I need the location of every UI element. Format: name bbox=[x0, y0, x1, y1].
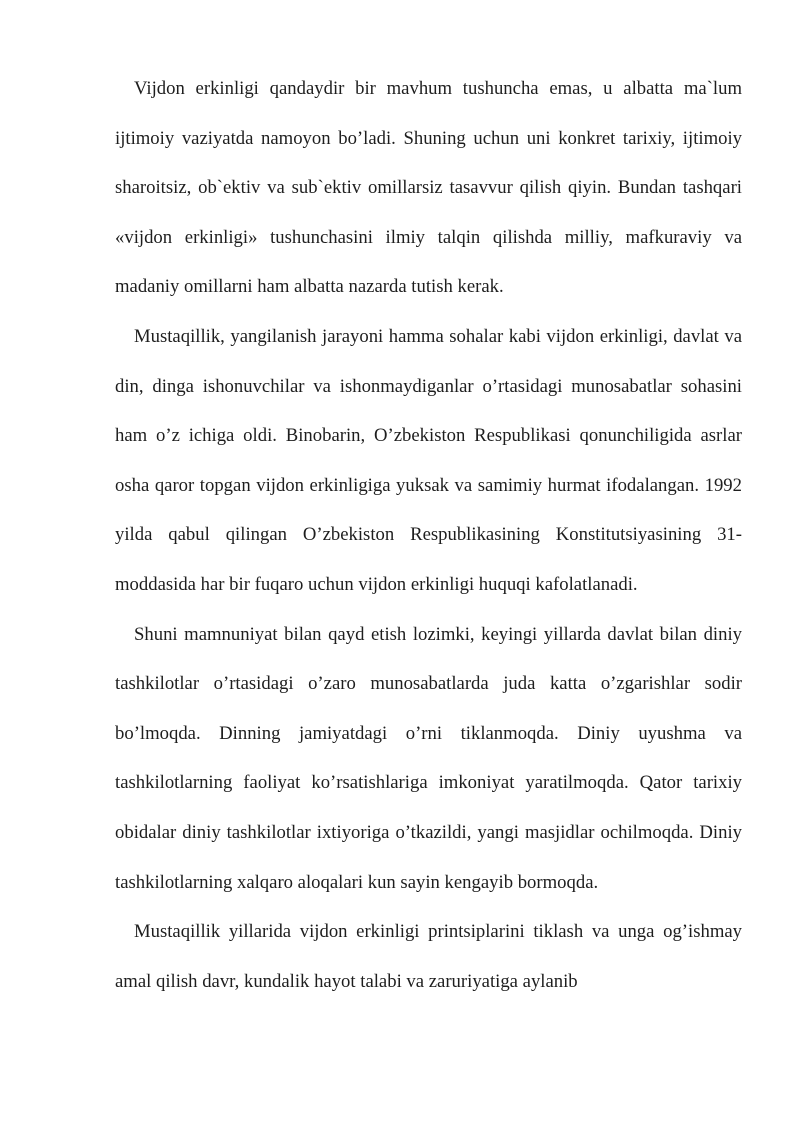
document-page bbox=[115, 64, 742, 1006]
paragraph-mustaqillik-yillarida: Mustaqillik yillarida vijdon erkinligi printsiplarini tiklash va unga og’ishmay amal qilish davr, kundalik hayot talabi va zaruriyatiga aylanib bbox=[115, 921, 742, 992]
paragraph-davlat-diniy-tashkilotlar: Shuni mamnuniyat bilan qayd etish lozimki, keyingi yillarda davlat bilan diniy tashkilotlar o’rtasidagi o’zaro munosabatlarda juda katta o’zgarishlar sodir bo’lmoqda. Dinning jamiyatdagi o’rni tiklanmoqda. Diniy uyushma va tashkilotlarning faoliyat ko’rsatishlariga imkoniyat yaratilmoqda. Qator tarixiy obidalar diniy tashkilotlar ixtiyoriga o’tkazildi, yangi masjidlar ochilmoqda. Diniy tashkilotlarning xalqaro aloqalari kun sayin kengayib bormoqda. bbox=[115, 623, 742, 893]
paragraph-mustaqillik-yangilanish: Mustaqillik, yangilanish jarayoni hamma sohalar kabi vijdon erkinligi, davlat va din, dinga ishonuvchilar va ishonmaydiganlar o’rtasidagi munosabatlar sohasini ham o’z ichiga oldi. Binobarin, O’zbekiston Respublikasi qonunchiligida asrlar osha qaror topgan vijdon erkinligiga yuksak va samimiy hurmat ifodalangan. 1992 yilda qabul qilingan O’zbekiston Respublikasining Konstitutsiyasining 31-moddasida har bir fuqaro uchun vijdon erkinligi huquqi kafolatlanadi. bbox=[115, 325, 742, 595]
paragraph-vijdon-erkinligi-intro: Vijdon erkinligi qandaydir bir mavhum tushuncha emas, u albatta ma`lum ijtimoiy vaziyatda namoyon bo’ladi. Shuning uchun uni konkret tarixiy, ijtimoiy sharoitsiz, ob`ektiv va sub`ektiv omillarsiz tasavvur qilish qiyin. Bundan tashqari «vijdon erkinligi» tushunchasini ilmiy talqin qilishda milliy, mafkuraviy va madaniy omillarni ham albatta nazarda tutish kerak. bbox=[115, 78, 742, 298]
